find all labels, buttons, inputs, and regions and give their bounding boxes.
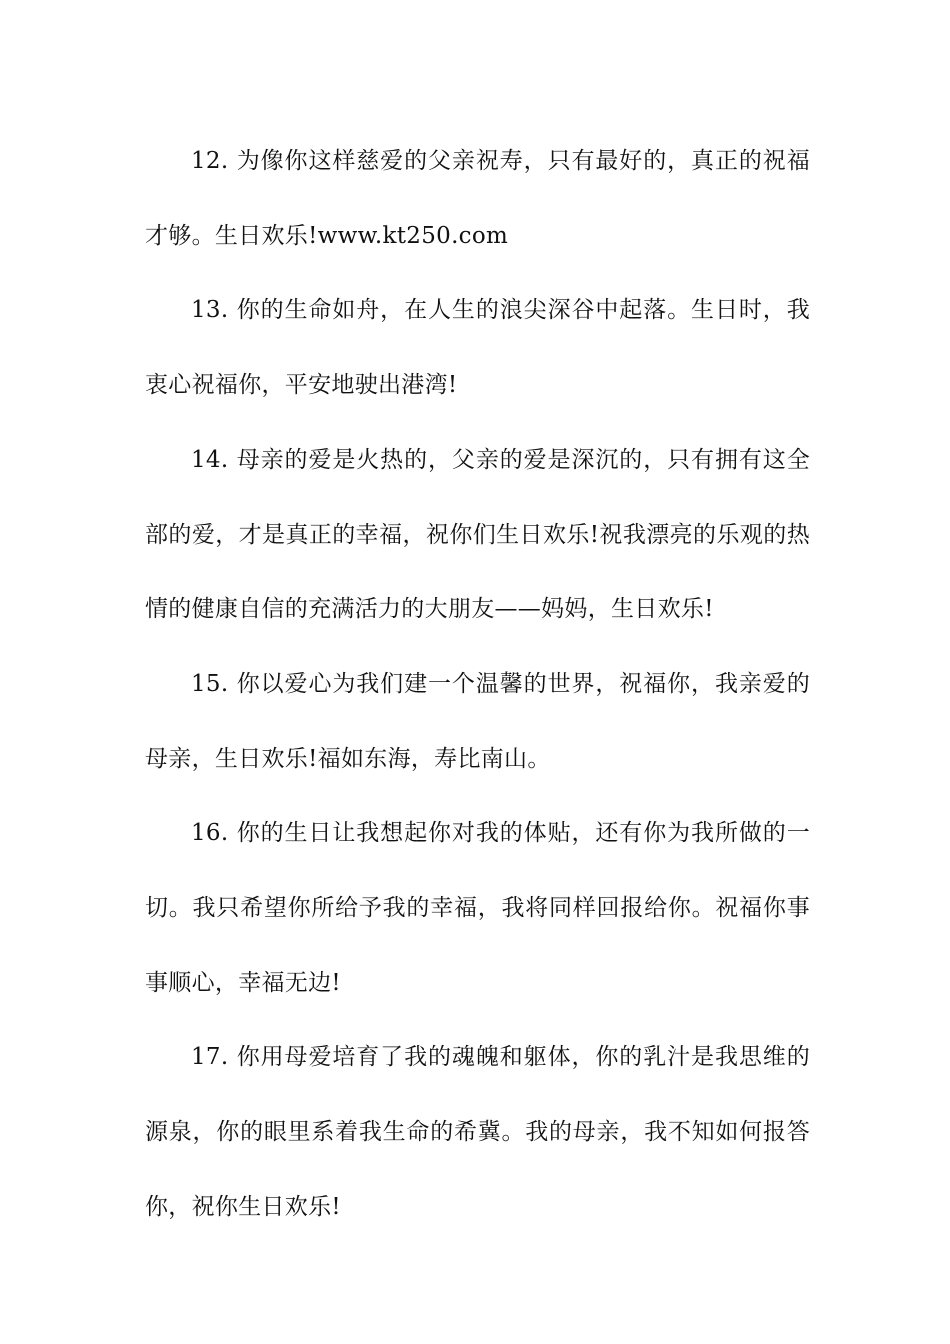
- paragraph-14: 14. 母亲的爱是火热的，父亲的爱是深沉的，只有拥有这全部的爱，才是真正的幸福，祝你们生日欢乐!祝我漂亮的乐观的热情的健康自信的充满活力的大朋友——妈妈，生日欢乐!: [145, 446, 810, 623]
- paragraph-16: 16. 你的生日让我想起你对我的体贴，还有你为我所做的一切。我只希望你所给予我的幸福，我将同样回报给你。祝福你事事顺心，幸福无边!: [145, 820, 810, 996]
- paragraph-13: 13. 你的生命如舟，在人生的浪尖深谷中起落。生日时，我衷心祝福你，平安地驶出港湾!: [145, 297, 810, 399]
- paragraph-12: 12. 为像你这样慈爱的父亲祝寿，只有最好的，真正的祝福才够。生日欢乐!www.kt250.com: [145, 148, 810, 249]
- paragraph-17: 17. 你用母爱培育了我的魂魄和躯体，你的乳汁是我思维的源泉，你的眼里系着我生命的希冀。我的母亲，我不知如何报答你，祝你生日欢乐!: [145, 1044, 810, 1220]
- document-body: [145, 124, 810, 1245]
- paragraph-15: 15. 你以爱心为我们建一个温馨的世界，祝福你，我亲爱的母亲，生日欢乐!福如东海，寿比南山。: [145, 670, 810, 772]
